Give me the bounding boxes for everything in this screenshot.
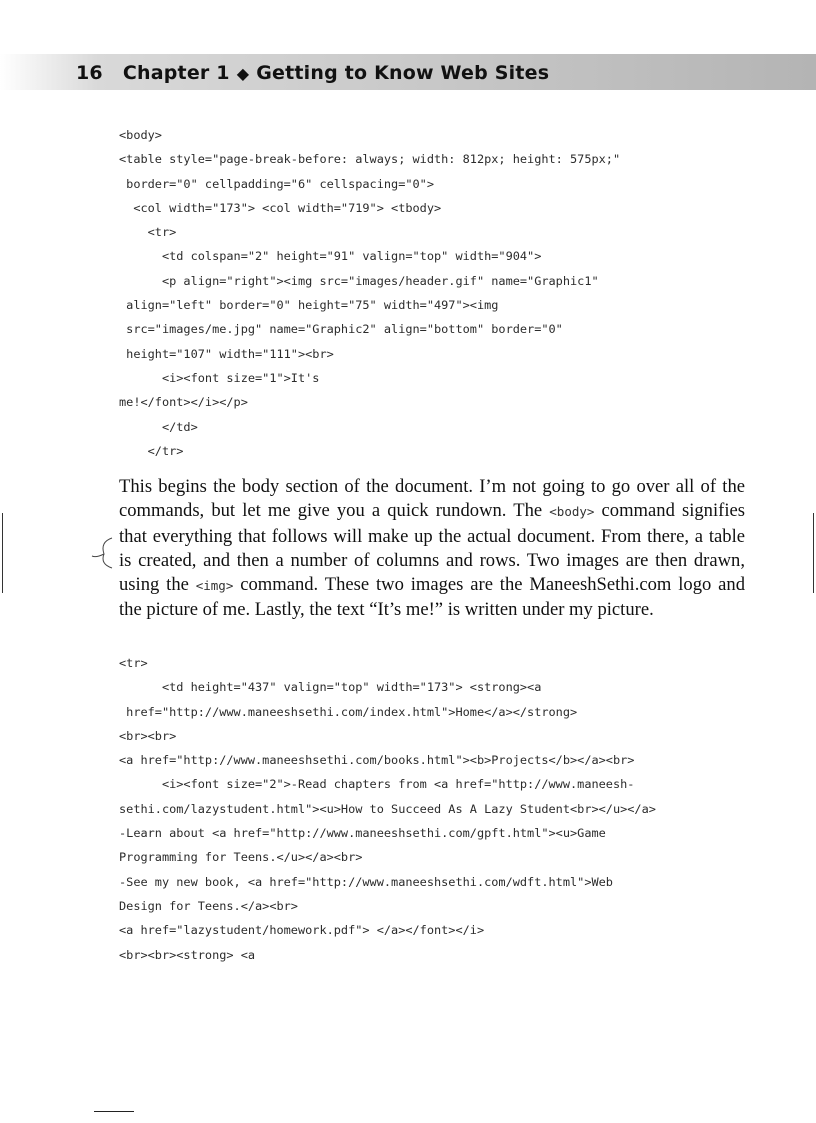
- running-header: [76, 58, 549, 88]
- body-paragraph: [119, 475, 745, 623]
- code-listing-navigation-cell: <tr> <td height="437" valign="top" width="173"> <strong><a href="http://www.maneeshsethi.com/index.html">Home</a></strong> <br><br> <a href="http://www.maneeshsethi.com/books.html"><b>Projects</b></a><br> <i><font size="2">-Read chapters from <a href="http://www.maneesh- sethi.com/lazystudent.html"><u>How to Succeed As A Lazy Student<br></u></a> -Learn about <a href="http://www.maneeshsethi.com/gpft.html"><u>Game Programming for Teens.</u></a><br> -See my new book, <a href="http://www.maneeshsethi.com/wdft.html">Web Design for Teens.</a><br> <a href="lazystudent/homework.pdf"> </a></font></i> <br><br><strong> <a: [119, 656, 656, 962]
- paragraph-text-1: This begins the body section of the document. I’m not going to go over all of the commands, but let me give you a quick rundown. The: [119, 476, 745, 522]
- page-number: 16: [76, 62, 103, 84]
- paragraph-text-2: command signifies that everything that follows will make up the actual document. From there, a table is created, and then a number of columns and rows. Two images are then drawn, using the: [119, 500, 745, 596]
- chapter-title: Getting to Know Web Sites: [256, 62, 550, 84]
- left-margin-mark: [2, 513, 3, 593]
- code-listing-body-table: <body> <table style="page-break-before: always; width: 812px; height: 575px;" border="0" cellpadding="6" cellspacing="0"> <col width="173"> <col width="719"> <tbody> <tr> <td colspan="2" height="91" valign="top" width="904"> <p align="right"><img src="images/header.gif" name="Graphic1" align="left" border="0" height="75" width="497"><img src="images/me.jpg" name="Graphic2" align="bottom" border="0" height="107" width="111"><br> <i><font size="1">It's me!</font></i></p> </td> </tr>: [119, 128, 621, 458]
- chapter-label: Chapter 1: [122, 62, 230, 84]
- binding-hook-icon: [90, 530, 126, 580]
- diamond-separator-icon: ◆: [236, 63, 250, 83]
- footer-rule: [94, 1111, 134, 1112]
- inline-code-img: <img>: [195, 578, 234, 594]
- right-margin-mark: [813, 513, 814, 593]
- paragraph-text-3: command. These two images are the ManeeshSethi.com logo and the picture of me. Lastly, the text “It’s me!” is written under my picture.: [119, 574, 745, 621]
- inline-code-body: <body>: [549, 504, 595, 520]
